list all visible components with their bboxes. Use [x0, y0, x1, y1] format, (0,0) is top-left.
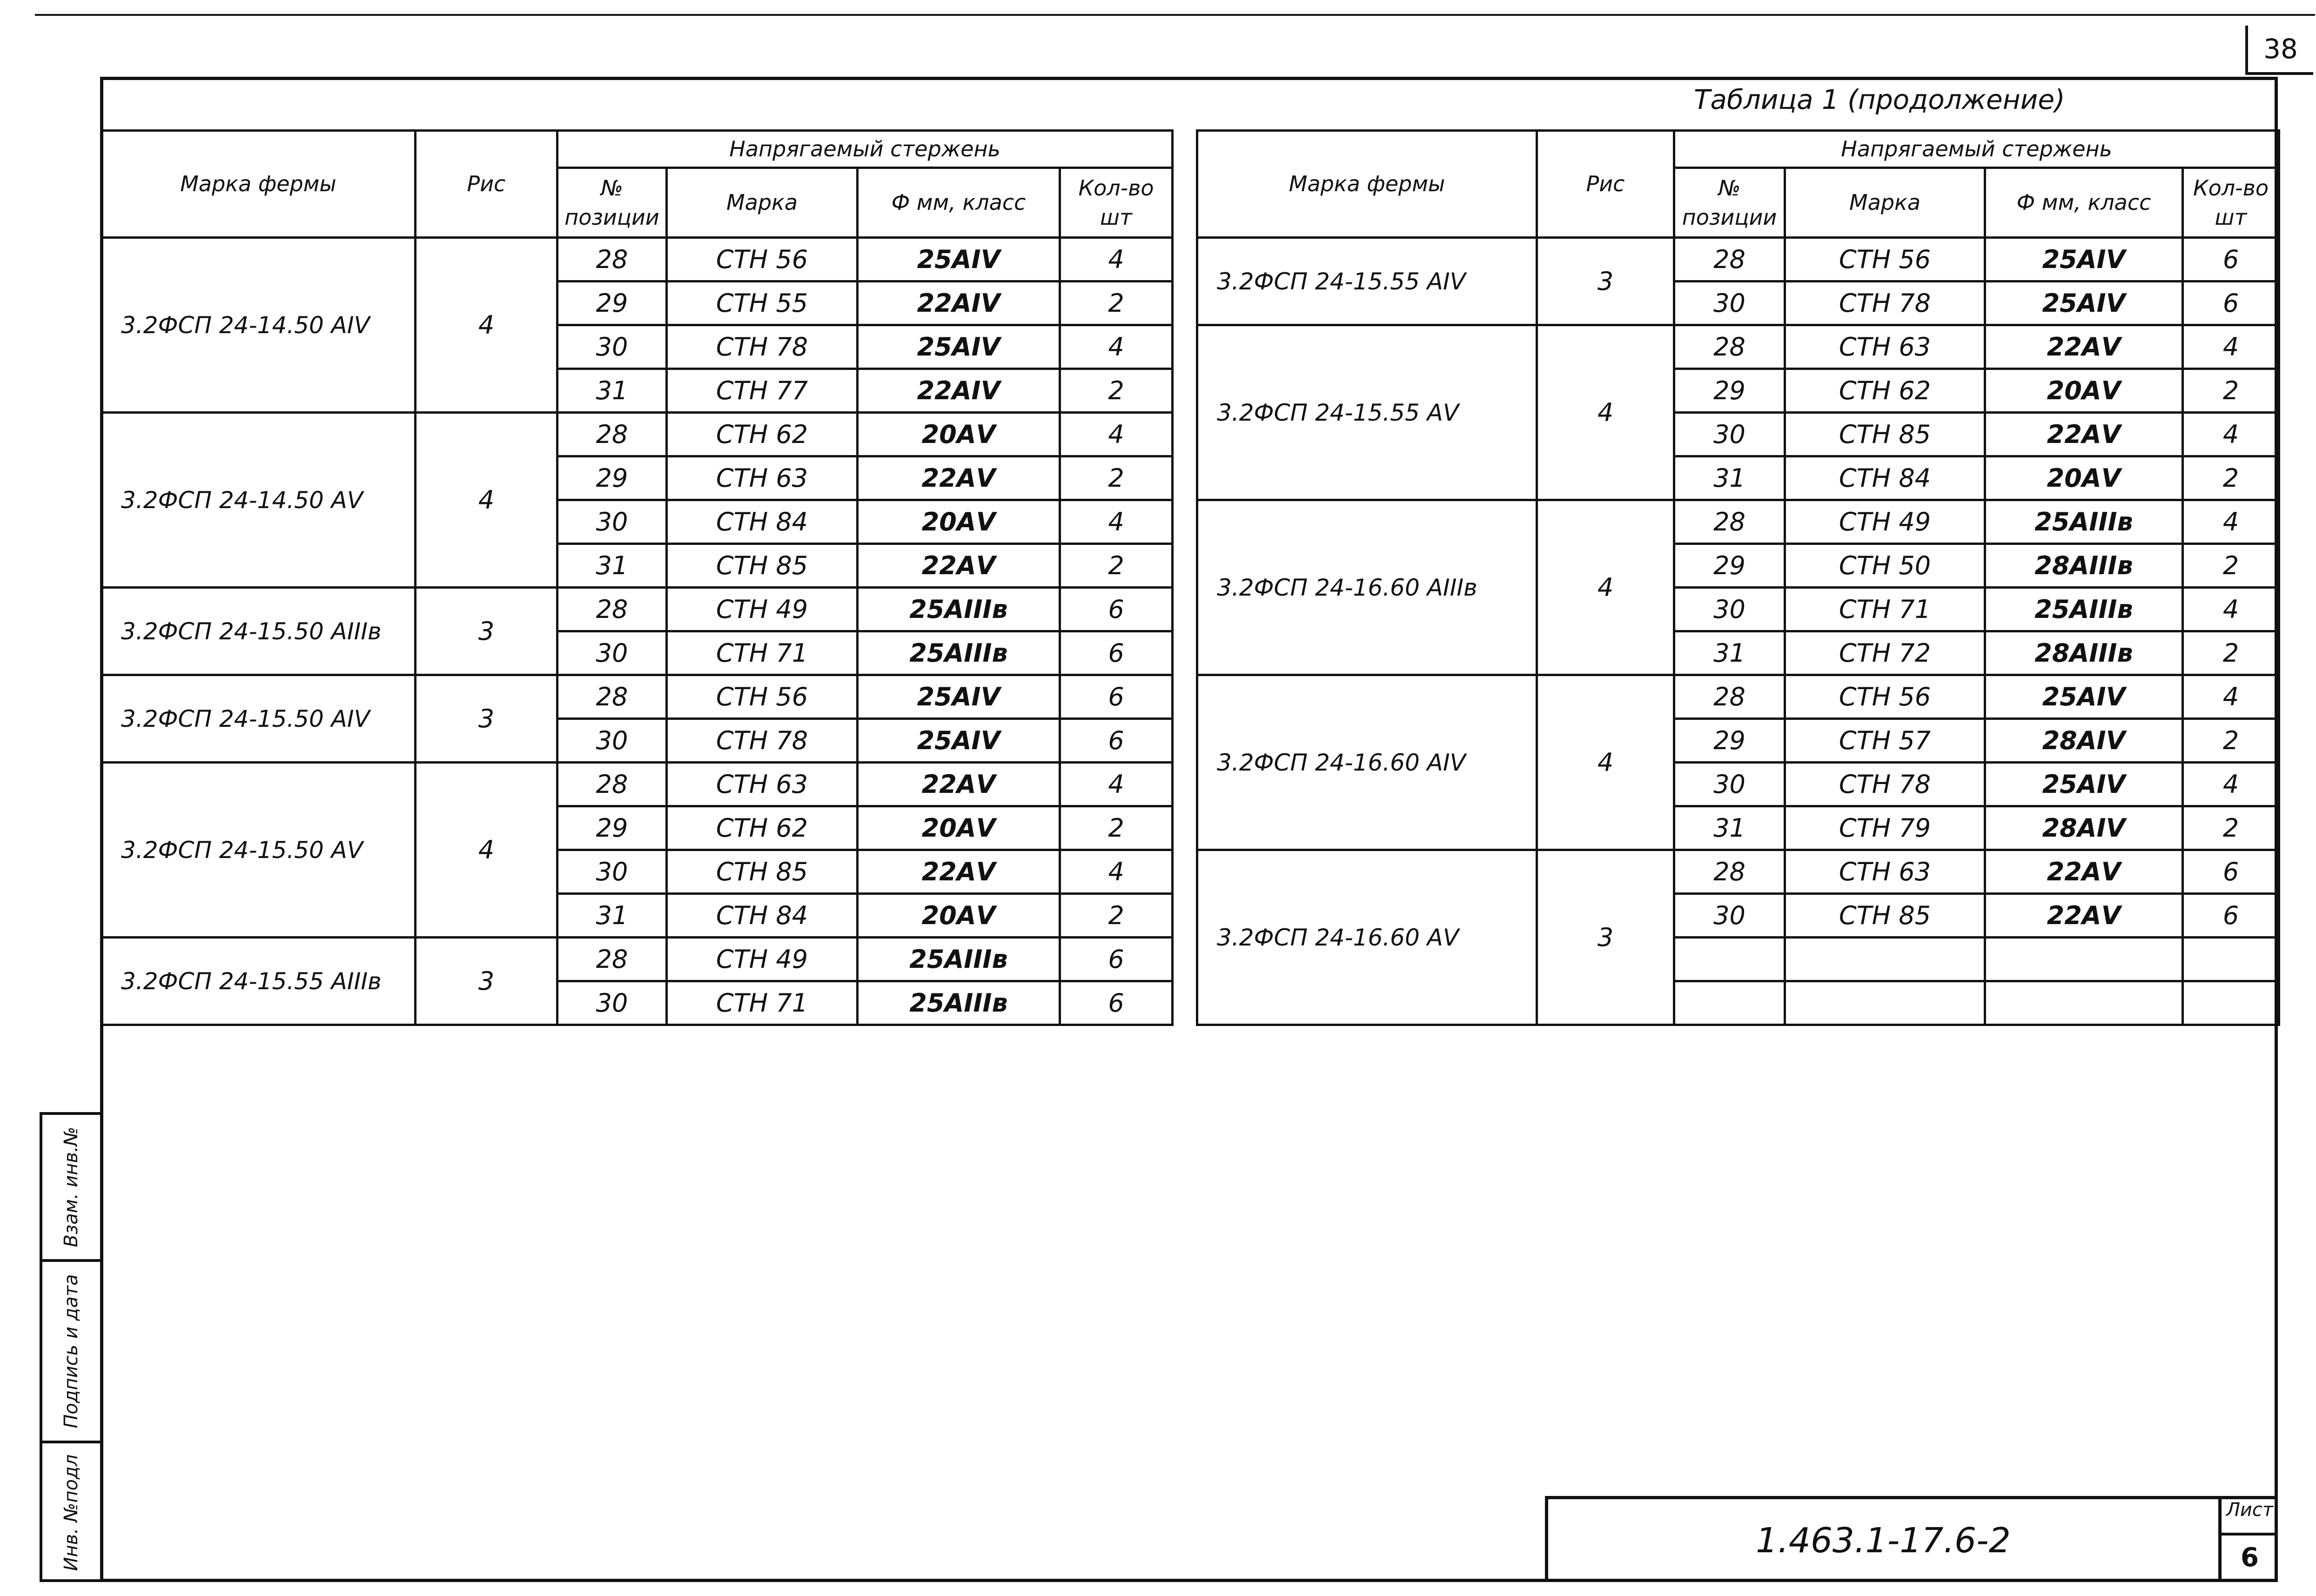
rod-mark — [1785, 938, 1985, 981]
table-row — [1197, 500, 2279, 544]
rod-mark: СТН 77 — [667, 369, 858, 413]
table-row — [101, 763, 1173, 806]
rod-mark: СТН 79 — [1785, 806, 1985, 850]
rod-mark: СТН 72 — [1785, 631, 1985, 675]
rod-quantity: 6 — [1060, 588, 1173, 631]
stamp-inv-podl — [42, 1441, 100, 1582]
rod-diameter-class: 25АIIIв — [858, 938, 1060, 981]
stamp-sign-date — [42, 1259, 100, 1441]
rod-quantity: 6 — [2183, 894, 2279, 938]
header-fig: Рис — [1537, 131, 1674, 238]
rod-quantity — [2183, 981, 2279, 1025]
rod-diameter-class: 28АIV — [1985, 806, 2183, 850]
rod-diameter-class: 25АIIIв — [858, 588, 1060, 631]
rod-mark: СТН 49 — [667, 938, 858, 981]
title-block — [1545, 1496, 2278, 1582]
rod-mark: СТН 56 — [1785, 675, 1985, 719]
position-number: 28 — [1674, 500, 1785, 544]
position-number: 31 — [1674, 806, 1785, 850]
position-number: 30 — [557, 981, 667, 1025]
truss-mark: 3.2ФСП 24-15.50 АV — [101, 763, 416, 938]
rod-quantity: 4 — [1060, 500, 1173, 544]
rod-quantity: 2 — [1060, 544, 1173, 588]
rod-diameter-class: 25АIV — [858, 325, 1060, 369]
sheet-box — [2218, 1499, 2278, 1582]
rod-quantity: 6 — [1060, 719, 1173, 763]
rod-mark: СТН 63 — [667, 763, 858, 806]
rod-diameter-class — [1985, 981, 2183, 1025]
rod-mark: СТН 85 — [667, 544, 858, 588]
header-rod-mark: Марка — [1785, 168, 1985, 238]
rod-diameter-class: 20АV — [858, 413, 1060, 456]
rod-mark: СТН 57 — [1785, 719, 1985, 763]
truss-mark: 3.2ФСП 24-15.55 АIV — [1197, 238, 1537, 325]
figure-number: 4 — [416, 238, 557, 413]
rod-mark: СТН 84 — [667, 500, 858, 544]
truss-mark: 3.2ФСП 24-15.55 АIIIв — [101, 938, 416, 1025]
figure-number: 4 — [416, 413, 557, 588]
rod-quantity: 4 — [1060, 413, 1173, 456]
margin-stamp — [40, 1112, 100, 1582]
sheet-label: Лист — [2222, 1499, 2278, 1536]
header-pos: № позиции — [1674, 168, 1785, 238]
rod-quantity: 4 — [2183, 675, 2279, 719]
rod-diameter-class: 25АIV — [1985, 238, 2183, 282]
rod-diameter-class: 25АIV — [858, 238, 1060, 282]
rod-quantity: 2 — [1060, 282, 1173, 325]
position-number: 28 — [557, 938, 667, 981]
table-row — [101, 238, 1173, 282]
truss-mark: 3.2ФСП 24-14.50 АIV — [101, 238, 416, 413]
rod-diameter-class: 28АIV — [1985, 719, 2183, 763]
figure-number: 4 — [1537, 325, 1674, 500]
rod-quantity: 6 — [1060, 631, 1173, 675]
stamp-inv-vzam-label: Взам. инв.№ — [60, 1127, 82, 1247]
rod-diameter-class: 20АV — [1985, 456, 2183, 500]
rod-mark: СТН 78 — [667, 325, 858, 369]
rod-quantity: 6 — [2183, 850, 2279, 894]
position-number: 30 — [1674, 282, 1785, 325]
rod-quantity: 2 — [1060, 369, 1173, 413]
position-number: 30 — [1674, 413, 1785, 456]
position-number: 28 — [1674, 325, 1785, 369]
rod-quantity: 4 — [1060, 325, 1173, 369]
rod-quantity: 6 — [1060, 938, 1173, 981]
rod-diameter-class: 28АIIIв — [1985, 544, 2183, 588]
position-number — [1674, 981, 1785, 1025]
header-group: Напрягаемый стержень — [557, 131, 1173, 168]
table-row — [101, 413, 1173, 456]
rod-mark: СТН 78 — [1785, 763, 1985, 806]
rod-mark: СТН 71 — [667, 981, 858, 1025]
rod-mark: СТН 85 — [667, 850, 858, 894]
rod-quantity: 4 — [2183, 500, 2279, 544]
rod-diameter-class: 22АV — [1985, 894, 2183, 938]
table-row — [1197, 238, 2279, 282]
rod-quantity: 6 — [1060, 675, 1173, 719]
position-number: 31 — [557, 544, 667, 588]
truss-mark: 3.2ФСП 24-15.50 АIV — [101, 675, 416, 763]
rod-diameter-class: 20АV — [858, 500, 1060, 544]
rod-diameter-class: 22АV — [858, 456, 1060, 500]
truss-mark: 3.2ФСП 24-16.60 АV — [1197, 850, 1537, 1025]
rod-diameter-class: 25АIV — [1985, 675, 2183, 719]
stamp-inv-vzam — [42, 1115, 100, 1259]
rod-diameter-class: 28АIIIв — [1985, 631, 2183, 675]
position-number: 31 — [1674, 631, 1785, 675]
position-number: 30 — [1674, 894, 1785, 938]
rod-diameter-class: 22АV — [858, 850, 1060, 894]
rod-diameter-class: 20АV — [858, 894, 1060, 938]
rod-quantity: 2 — [2183, 544, 2279, 588]
rod-mark: СТН 63 — [1785, 850, 1985, 894]
rod-mark: СТН 62 — [667, 413, 858, 456]
header-diam: Ф мм, класс — [858, 168, 1060, 238]
rod-diameter-class: 25АIIIв — [858, 631, 1060, 675]
position-number — [1674, 938, 1785, 981]
rod-diameter-class: 22АV — [1985, 413, 2183, 456]
page-number: 38 — [2245, 26, 2313, 75]
rod-quantity: 6 — [2183, 282, 2279, 325]
rod-mark: СТН 62 — [1785, 369, 1985, 413]
right-table-body — [1197, 238, 2279, 1025]
rod-quantity — [2183, 938, 2279, 981]
rod-quantity: 2 — [2183, 456, 2279, 500]
truss-mark: 3.2ФСП 24-14.50 АV — [101, 413, 416, 588]
position-number: 28 — [557, 763, 667, 806]
rod-quantity: 2 — [2183, 631, 2279, 675]
rod-mark: СТН 49 — [667, 588, 858, 631]
rod-quantity: 4 — [1060, 238, 1173, 282]
header-rod-mark: Марка — [667, 168, 858, 238]
rod-mark: СТН 84 — [1785, 456, 1985, 500]
figure-number: 3 — [1537, 850, 1674, 1025]
rod-mark: СТН 78 — [667, 719, 858, 763]
figure-number: 3 — [416, 938, 557, 1025]
header-group: Напрягаемый стержень — [1674, 131, 2279, 168]
rod-diameter-class: 22АIV — [858, 282, 1060, 325]
position-number: 31 — [557, 369, 667, 413]
truss-mark: 3.2ФСП 24-15.55 АV — [1197, 325, 1537, 500]
table-row — [1197, 850, 2279, 894]
table-row — [101, 938, 1173, 981]
rod-diameter-class: 25АIV — [858, 675, 1060, 719]
rod-mark: СТН 78 — [1785, 282, 1985, 325]
rod-diameter-class: 25АIV — [858, 719, 1060, 763]
rod-quantity: 2 — [1060, 456, 1173, 500]
rod-quantity: 2 — [2183, 806, 2279, 850]
rod-quantity: 4 — [1060, 850, 1173, 894]
header-mark: Марка фермы — [1197, 131, 1537, 238]
rod-diameter-class: 25АIV — [1985, 282, 2183, 325]
position-number: 29 — [1674, 544, 1785, 588]
rod-mark: СТН 63 — [667, 456, 858, 500]
stamp-sign-date-label: Подпись и дата — [60, 1274, 82, 1428]
position-number: 28 — [1674, 238, 1785, 282]
position-number: 31 — [1674, 456, 1785, 500]
position-number: 28 — [1674, 675, 1785, 719]
rod-mark: СТН 55 — [667, 282, 858, 325]
truss-mark: 3.2ФСП 24-16.60 АIIIв — [1197, 500, 1537, 675]
rod-mark: СТН 56 — [667, 675, 858, 719]
rod-quantity: 2 — [1060, 806, 1173, 850]
table-title: Таблица 1 (продолжение) — [1694, 84, 2065, 115]
position-number: 28 — [557, 413, 667, 456]
rod-quantity: 4 — [2183, 763, 2279, 806]
position-number: 29 — [557, 282, 667, 325]
figure-number: 3 — [1537, 238, 1674, 325]
position-number: 28 — [557, 238, 667, 282]
position-number: 31 — [557, 894, 667, 938]
stamp-inv-podl-label: Инв. №подл — [60, 1454, 82, 1571]
rod-diameter-class: 25АIIIв — [1985, 588, 2183, 631]
rod-quantity: 2 — [2183, 719, 2279, 763]
rod-diameter-class: 22АIV — [858, 369, 1060, 413]
header-qty: Кол-во шт — [2183, 168, 2279, 238]
rod-diameter-class: 22АV — [858, 763, 1060, 806]
position-number: 29 — [1674, 369, 1785, 413]
truss-mark: 3.2ФСП 24-15.50 АIIIв — [101, 588, 416, 675]
rod-quantity: 6 — [1060, 981, 1173, 1025]
rod-quantity: 2 — [2183, 369, 2279, 413]
rod-mark: СТН 85 — [1785, 894, 1985, 938]
rod-diameter-class: 25АIIIв — [1985, 500, 2183, 544]
rod-diameter-class: 25АIIIв — [858, 981, 1060, 1025]
position-number: 30 — [557, 631, 667, 675]
figure-number: 4 — [416, 763, 557, 938]
rod-diameter-class: 20АV — [1985, 369, 2183, 413]
position-number: 30 — [557, 850, 667, 894]
truss-mark: 3.2ФСП 24-16.60 АIV — [1197, 675, 1537, 850]
document-code: 1.463.1-17.6-2 — [1756, 1521, 2011, 1561]
rod-quantity: 4 — [2183, 325, 2279, 369]
left-table-body — [101, 238, 1173, 1025]
table-row — [1197, 675, 2279, 719]
figure-number: 3 — [416, 675, 557, 763]
sheet-number: 6 — [2241, 1542, 2259, 1573]
rod-mark: СТН 62 — [667, 806, 858, 850]
rod-quantity: 4 — [1060, 763, 1173, 806]
position-number: 30 — [1674, 588, 1785, 631]
rod-mark: СТН 71 — [1785, 588, 1985, 631]
right-table — [1196, 129, 2280, 1026]
header-diam: Ф мм, класс — [1985, 168, 2183, 238]
table-row — [101, 675, 1173, 719]
rod-mark — [1785, 981, 1985, 1025]
left-table — [100, 129, 1174, 1026]
header-pos: № позиции — [557, 168, 667, 238]
rod-quantity: 4 — [2183, 413, 2279, 456]
position-number: 28 — [557, 588, 667, 631]
position-number: 30 — [557, 325, 667, 369]
position-number: 29 — [557, 806, 667, 850]
rod-diameter-class — [1985, 938, 2183, 981]
rod-quantity: 2 — [1060, 894, 1173, 938]
position-number: 30 — [557, 500, 667, 544]
rod-mark: СТН 85 — [1785, 413, 1985, 456]
table-row — [1197, 325, 2279, 369]
header-mark: Марка фермы — [101, 131, 416, 238]
header-fig: Рис — [416, 131, 557, 238]
top-rule — [35, 14, 2315, 16]
rod-diameter-class: 22АV — [1985, 850, 2183, 894]
rod-mark: СТН 56 — [1785, 238, 1985, 282]
rod-mark: СТН 84 — [667, 894, 858, 938]
position-number: 29 — [557, 456, 667, 500]
rod-mark: СТН 56 — [667, 238, 858, 282]
rod-mark: СТН 71 — [667, 631, 858, 675]
rod-mark: СТН 63 — [1785, 325, 1985, 369]
figure-number: 3 — [416, 588, 557, 675]
rod-diameter-class: 25АIV — [1985, 763, 2183, 806]
rod-diameter-class: 22АV — [1985, 325, 2183, 369]
rod-quantity: 4 — [2183, 588, 2279, 631]
position-number: 29 — [1674, 719, 1785, 763]
table-row — [101, 588, 1173, 631]
position-number: 30 — [1674, 763, 1785, 806]
position-number: 28 — [557, 675, 667, 719]
rod-diameter-class: 20АV — [858, 806, 1060, 850]
rod-quantity: 6 — [2183, 238, 2279, 282]
rod-mark: СТН 50 — [1785, 544, 1985, 588]
rod-mark: СТН 49 — [1785, 500, 1985, 544]
header-qty: Кол-во шт — [1060, 168, 1173, 238]
figure-number: 4 — [1537, 500, 1674, 675]
position-number: 28 — [1674, 850, 1785, 894]
position-number: 30 — [557, 719, 667, 763]
figure-number: 4 — [1537, 675, 1674, 850]
rod-diameter-class: 22АV — [858, 544, 1060, 588]
